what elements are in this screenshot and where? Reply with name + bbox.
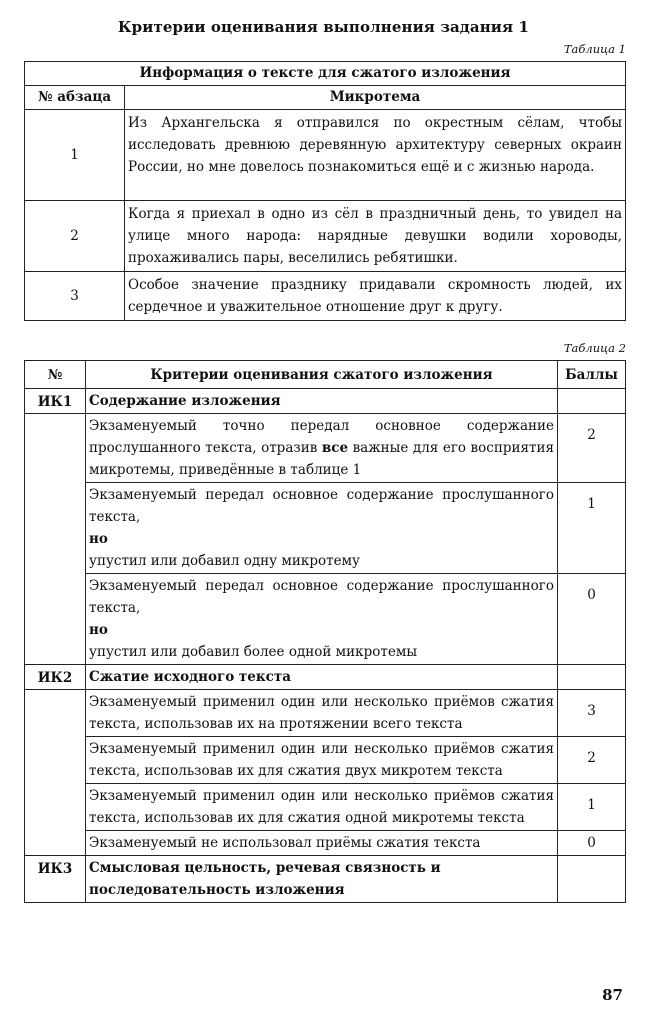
section-row (25, 665, 626, 690)
points-header: Баллы (558, 361, 626, 389)
points-value: 1 (558, 483, 626, 574)
empty-cell (25, 737, 86, 784)
table1-main-header: Информация о тексте для сжатого изложения (25, 62, 626, 86)
table-row (25, 574, 626, 665)
table1-column-header-row (25, 86, 626, 110)
paragraph-number: 3 (25, 272, 125, 321)
section-title: Содержание изложения (86, 389, 558, 414)
section-row (25, 389, 626, 414)
paragraph-number-header: № абзаца (25, 86, 125, 110)
table-row (25, 201, 626, 272)
table1-header-row (25, 62, 626, 86)
points-value: 2 (558, 414, 626, 483)
table-row (25, 272, 626, 321)
table-row (25, 831, 626, 856)
criterion-code: ИК2 (25, 665, 86, 690)
points-value: 1 (558, 784, 626, 831)
microtopic-header: Микротема (125, 86, 626, 110)
page-number: 87 (602, 986, 623, 1004)
microtopic-text: Когда я приехал в одно из сёл в праздничный день, то увидел на улице много народа: нарядные девушки водили хороводы, прохаживались пары, веселились ребятишки. (125, 201, 626, 272)
empty-cell (25, 483, 86, 574)
empty-cell (25, 831, 86, 856)
points-cell (558, 856, 626, 903)
table-row (25, 737, 626, 784)
criterion-text: Экзаменуемый применил один или несколько приёмов сжатия текста, использовав их для сжатия двух микротем текста (86, 737, 558, 784)
microtopic-text: Из Архангельска я отправился по окрестным сёлам, чтобы исследовать древнюю деревянную архитектуру северных окраин России, но мне довелось познакомиться ещё и с жизнью народа. (125, 110, 626, 201)
empty-cell (25, 784, 86, 831)
criterion-text: Экзаменуемый применил один или несколько приёмов сжатия текста, использовав их для сжатия одной микротемы текста (86, 784, 558, 831)
criterion-text: Экзаменуемый не использовал приёмы сжатия текста (86, 831, 558, 856)
paragraph-number: 1 (25, 110, 125, 201)
empty-cell (25, 690, 86, 737)
empty-cell (25, 414, 86, 483)
table-row (25, 690, 626, 737)
criterion-code: ИК1 (25, 389, 86, 414)
section-row (25, 856, 626, 903)
points-cell (558, 665, 626, 690)
criteria-header: Критерии оценивания сжатого изложения (86, 361, 558, 389)
microtopics-table (24, 61, 626, 321)
table-row (25, 784, 626, 831)
table-row (25, 414, 626, 483)
criterion-number-header: № (25, 361, 86, 389)
points-value: 0 (558, 574, 626, 665)
table-row (25, 483, 626, 574)
points-value: 0 (558, 831, 626, 856)
criterion-text: Экзаменуемый применил один или несколько приёмов сжатия текста, использовав их на протяжении всего текста (86, 690, 558, 737)
criterion-text: Экзаменуемый передал основное содержание прослушанного текста, но упустил или добавил более одной микротемы (86, 574, 558, 665)
page-title: Критерии оценивания выполнения задания 1 (117, 18, 530, 36)
table2-header-row (25, 361, 626, 389)
table1-caption: Таблица 1 (563, 42, 626, 56)
points-cell (558, 389, 626, 414)
paragraph-number: 2 (25, 201, 125, 272)
table2-caption: Таблица 2 (563, 341, 626, 355)
section-title: Смысловая цельность, речевая связность и последовательность изложения (86, 856, 558, 903)
points-value: 2 (558, 737, 626, 784)
criterion-text: Экзаменуемый передал основное содержание прослушанного текста, но упустил или добавил одну микротему (86, 483, 558, 574)
empty-cell (25, 574, 86, 665)
microtopic-text: Особое значение празднику придавали скромность людей, их сердечное и уважительное отношение друг к другу. (125, 272, 626, 321)
criteria-table (24, 360, 626, 903)
criterion-text: Экзаменуемый точно передал основное содержание прослушанного текста, отразив все важные для его восприятия микротемы, приведённые в таблице 1 (86, 414, 558, 483)
section-title: Сжатие исходного текста (86, 665, 558, 690)
table-row (25, 110, 626, 201)
points-value: 3 (558, 690, 626, 737)
criterion-code: ИК3 (25, 856, 86, 903)
